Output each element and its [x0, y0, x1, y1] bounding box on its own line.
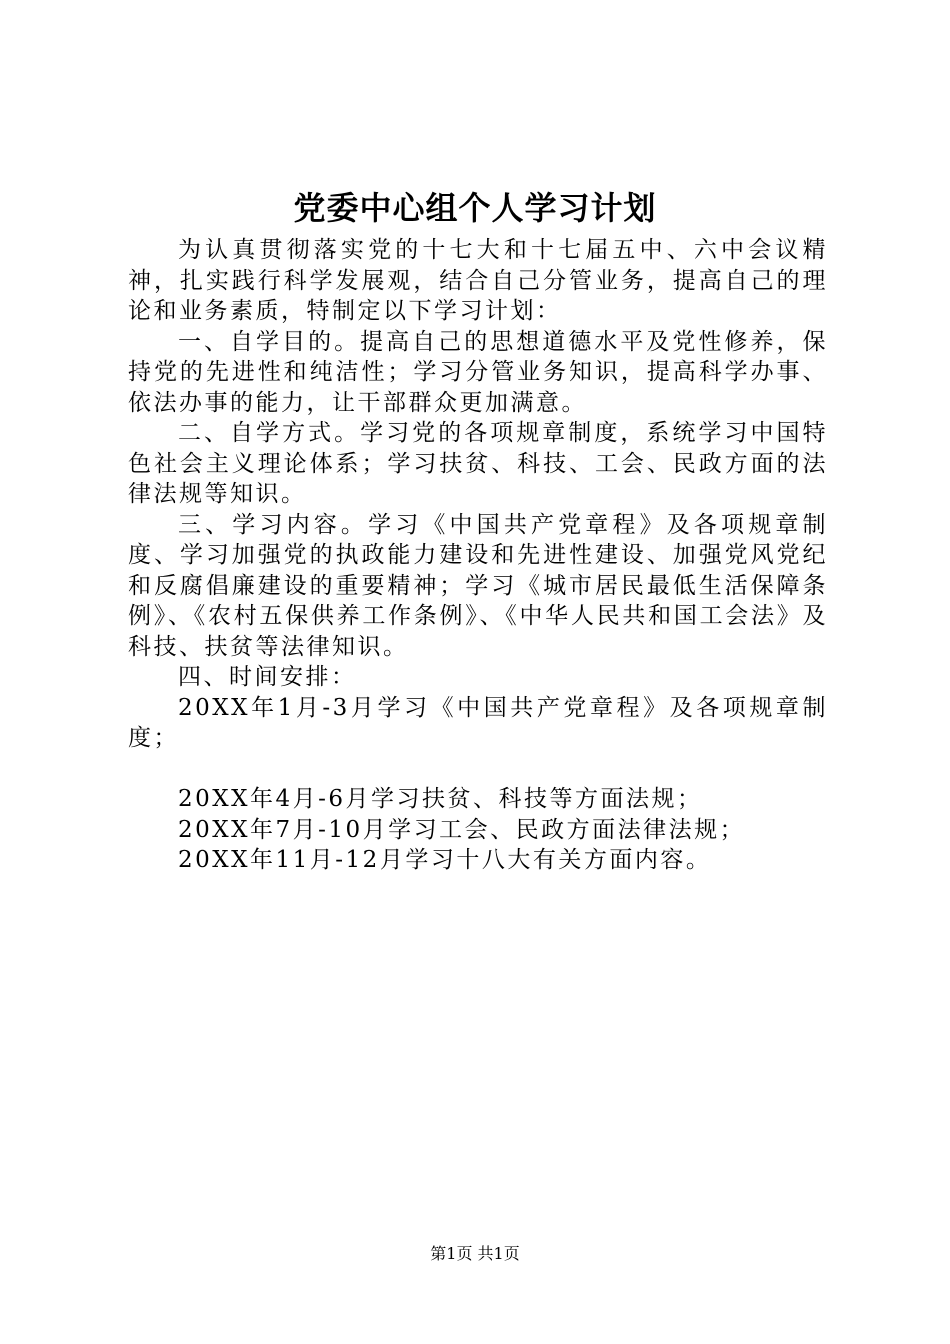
paragraph-schedule-heading: 四、时间安排：: [178, 664, 357, 690]
schedule-item-1: 20XX年1月-3月学习《中国共产党章程》及各项规章制度；: [128, 694, 828, 751]
schedule-item-4: 20XX年11月-12月学习十八大有关方面内容。: [178, 847, 712, 873]
schedule-item-3: 20XX年7月-10月学习工会、民政方面法律法规；: [178, 816, 746, 843]
schedule-item-2: 20XX年4月-6月学习扶贫、科技等方面法规；: [178, 786, 703, 812]
page-footer: 第1页 共1页: [430, 1244, 520, 1263]
paragraph-method: 二、自学方式。学习党的各项规章制度，系统学习中国特色社会主义理论体系；学习扶贫、科技、工会、民政方面的法律法规等知识。: [128, 420, 828, 507]
document-title: 党委中心组个人学习计划: [293, 189, 657, 227]
paragraph-purpose: 一、自学目的。提高自己的思想道德水平及党性修养，保持党的先进性和纯洁性；学习分管业务知识，提高科学办事、依法办事的能力，让干部群众更加满意。: [128, 328, 828, 416]
paragraph-content: 三、学习内容。学习《中国共产党章程》及各项规章制度、学习加强党的执政能力建设和先进性建设、加强党风党纪和反腐倡廉建设的重要精神；学习《城市居民最低生活保障条例》、《农村五保供养工作条例》、《中华人民共和国工会法》及科技、扶贫等法律知识。: [128, 511, 828, 660]
document-body: [128, 235, 828, 876]
paragraph-intro: 为认真贯彻落实党的十七大和十七届五中、六中会议精神，扎实践行科学发展观，结合自己分管业务，提高自己的理论和业务素质，特制定以下学习计划：: [128, 237, 828, 324]
